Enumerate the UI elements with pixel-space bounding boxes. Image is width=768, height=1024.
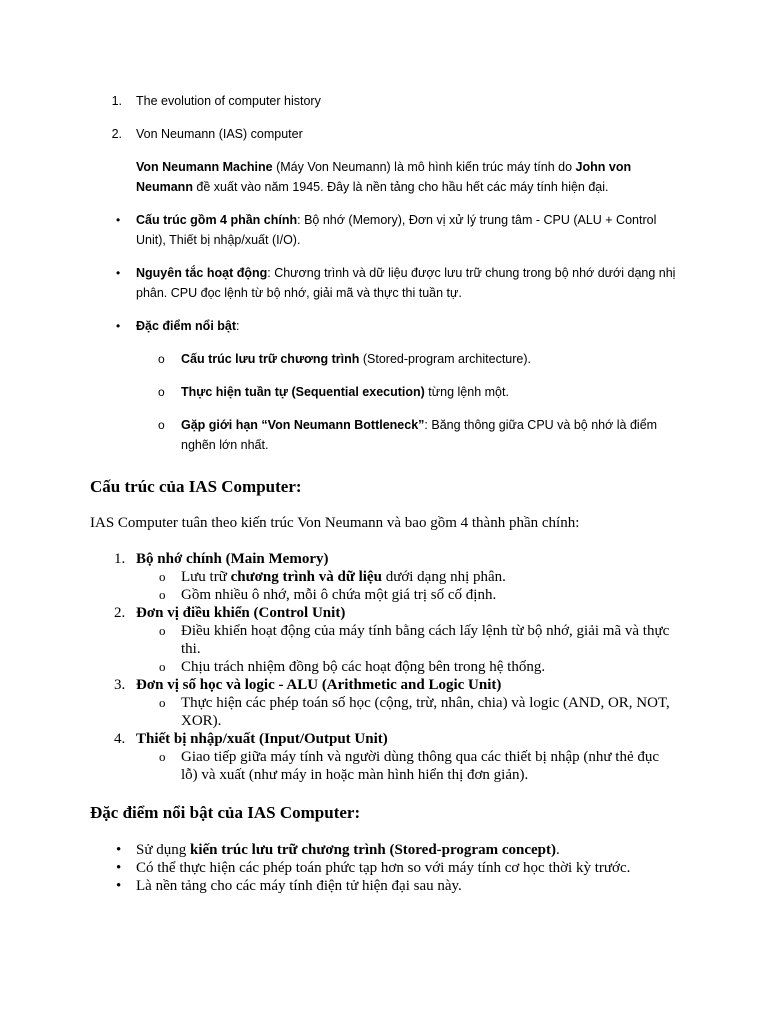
sub-bullet-marker: o: [159, 749, 166, 764]
bullet-item: [136, 316, 240, 336]
bullet-bold: kiến trúc lưu trữ chương trình (Stored-program concept): [189, 842, 556, 858]
sub-bullet-line: Thực hiện các phép toán số học (cộng, trừ, nhân, chia) và logic (AND, OR, NOT,: [181, 695, 670, 711]
sub-bullet-item: [181, 349, 531, 369]
bullet-text: .: [555, 842, 560, 858]
bullet-marker: •: [116, 878, 122, 894]
bullet-marker: •: [116, 842, 122, 858]
list-item-text: Von Neumann (IAS) computer: [136, 127, 303, 141]
list-number: 4.: [114, 731, 126, 747]
intro-text: đề xuất vào năm 1945. Đây là nền tảng cho hầu hết các máy tính hiện đại.: [192, 180, 609, 194]
bullet-item: Là nền tảng cho các máy tính điện tử hiện đại sau này.: [136, 878, 462, 894]
sub-bullet-line: XOR).: [181, 713, 222, 729]
sub-bold: chương trình và dữ liệu: [230, 569, 382, 585]
bullet-bold: Cấu trúc gồm 4 phần chính: [136, 213, 298, 227]
sub-bullet-marker: o: [159, 695, 166, 710]
sub-bullet-line: Giao tiếp giữa máy tính và người dùng thông qua các thiết bị nhập (như thẻ đục: [181, 749, 660, 765]
sub-bullet-item: [181, 382, 509, 402]
list-item-text: The evolution of computer history: [136, 94, 321, 108]
sub-bullet-text: (Stored-program architecture).: [359, 352, 531, 366]
bullet-marker: •: [116, 860, 122, 876]
sub-bullet-marker: o: [158, 352, 165, 366]
bullet-bold: Nguyên tắc hoạt động: [136, 266, 268, 280]
bullet-item: Có thể thực hiện các phép toán phức tạp hơn so với máy tính cơ học thời kỳ trước.: [136, 860, 631, 876]
sub-bullet-line: Điều khiển hoạt động của máy tính bằng cách lấy lệnh từ bộ nhớ, giải mã và thực: [181, 623, 670, 639]
component-title: Bộ nhớ chính (Main Memory): [136, 551, 329, 567]
sub-bullet-marker: o: [159, 569, 166, 584]
sub-bullet-item: [181, 415, 666, 455]
sub-text: Gồm nhiều ô nhớ, mỗi ô chứa một giá trị số cố định.: [181, 587, 497, 603]
section-intro: IAS Computer tuân theo kiến trúc Von Neumann và bao gồm 4 thành phần chính:: [90, 515, 580, 531]
list-number: 3.: [114, 677, 126, 693]
component-title: Đơn vị điều khiển (Control Unit): [136, 605, 346, 621]
bullet-text: :: [236, 319, 240, 333]
component-title: Thiết bị nhập/xuất (Input/Output Unit): [136, 731, 388, 747]
bullet-item: [136, 263, 681, 303]
bullet-text: : Chương trình và dữ liệu được lưu trữ chung trong bộ nhớ dưới dạng nhị phân. CPU đọc lệnh từ bộ nhớ, giải mã và thực thi tuần tự.: [136, 266, 676, 300]
sub-bullet-marker: o: [159, 623, 166, 638]
intro-paragraph: [136, 157, 676, 197]
sub-bullet-item: [181, 586, 496, 604]
intro-text: (Máy Von Neumann) là mô hình kiến trúc máy tính do: [272, 160, 576, 174]
sub-bullet-line: thi.: [181, 641, 201, 657]
sub-bullet-item: [181, 568, 506, 586]
bullet-marker: •: [116, 319, 121, 333]
sub-text: Lưu trữ: [181, 569, 231, 585]
section-heading: Cấu trúc của IAS Computer:: [90, 477, 302, 496]
bullet-item: [136, 841, 560, 859]
component-title: Đơn vị số học và logic - ALU (Arithmetic and Logic Unit): [136, 677, 502, 693]
intro-bold-term: Von Neumann Machine: [136, 160, 273, 174]
sub-bullet-bold: Cấu trúc lưu trữ chương trình: [181, 352, 360, 366]
list-number: 1.: [111, 94, 122, 108]
list-number: 1.: [114, 551, 126, 567]
list-number: 2.: [111, 127, 122, 141]
sub-bullet-text: : Băng thông giữa CPU và bộ nhớ là điểm nghẽn lớn nhất.: [181, 418, 658, 452]
bullet-text: Sử dụng: [136, 842, 190, 858]
bullet-bold: Đặc điểm nổi bật: [136, 319, 237, 333]
sub-bullet-marker: o: [158, 418, 165, 432]
sub-bullet-marker: o: [159, 587, 166, 602]
bullet-item: [136, 210, 676, 250]
list-number: 2.: [114, 605, 126, 621]
sub-bullet-line: lỗ) và xuất (như máy in hoặc màn hình hiển thị đơn giản).: [181, 767, 529, 783]
sub-bullet-marker: o: [159, 659, 166, 674]
sub-bullet-marker: o: [158, 385, 165, 399]
sub-bullet-line: Chịu trách nhiệm đồng bộ các hoạt động bên trong hệ thống.: [181, 659, 546, 675]
intro-bold-name: John von Neumann: [136, 160, 632, 194]
bullet-marker: •: [116, 266, 121, 280]
bullet-marker: •: [116, 213, 121, 227]
sub-text: dưới dạng nhị phân.: [381, 569, 506, 585]
section-heading: Đặc điểm nổi bật của IAS Computer:: [90, 803, 361, 822]
sub-bullet-bold: Gặp giới hạn “Von Neumann Bottleneck”: [181, 418, 425, 432]
sub-bullet-bold: Thực hiện tuần tự (Sequential execution): [181, 385, 425, 399]
bullet-text: : Bộ nhớ (Memory), Đơn vị xử lý trung tâm - CPU (ALU + Control Unit), Thiết bị nhập/xuất (I/O).: [136, 213, 657, 247]
sub-bullet-text: từng lệnh một.: [424, 385, 509, 399]
